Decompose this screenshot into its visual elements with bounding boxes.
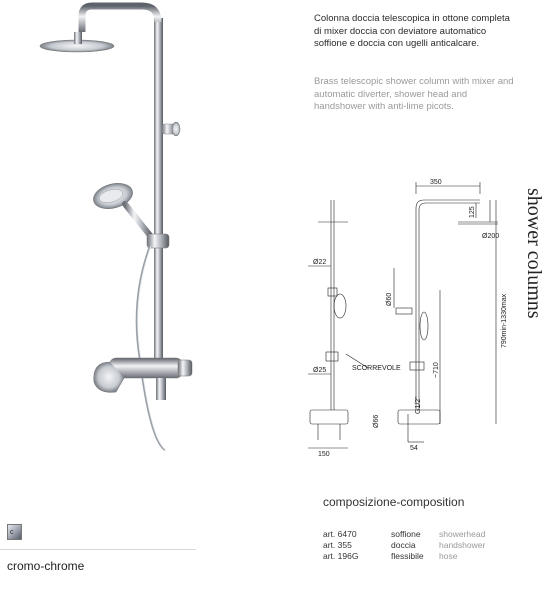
composition-english: handshower	[439, 540, 486, 550]
composition-italian: flessibile	[391, 551, 424, 561]
dim-125: 125	[469, 206, 476, 218]
composition-english: showerhead	[439, 529, 486, 539]
composition-italian: soffione	[391, 529, 421, 539]
composition-italian: doccia	[391, 540, 416, 550]
dim-54: 54	[410, 445, 418, 452]
dim-710: ~710	[433, 362, 440, 378]
composition-row	[323, 551, 491, 562]
dim-g12: G1/2"	[415, 396, 422, 414]
dim-150: 150	[318, 451, 330, 458]
composition-art: art. 355	[323, 540, 352, 550]
finish-swatch: c	[7, 524, 22, 540]
description-english: Brass telescopic shower column with mixer and automatic diverter, shower head and handshower with anti-lime picots.	[314, 76, 514, 112]
product-photo	[0, 0, 300, 520]
composition-row	[323, 529, 491, 540]
dim-22: Ø22	[313, 259, 327, 266]
dim-200: Ø200	[482, 233, 500, 240]
composition-art: art. 196G	[323, 551, 359, 561]
finish-divider	[0, 549, 196, 550]
composition-art: art. 6470	[323, 529, 357, 539]
dim-66: Ø66	[373, 414, 380, 428]
description-italian: Colonna doccia telescopica in ottone completa di mixer doccia con deviatore automatico soffione e doccia con ugelli anticalcare.	[314, 13, 510, 49]
side-title-text: shower columns	[523, 188, 545, 319]
composition-row	[323, 540, 491, 551]
composition-title: composizione-composition	[323, 495, 465, 509]
composition-english: hose	[439, 551, 458, 561]
composition-table	[323, 529, 491, 562]
dim-25: Ø25	[313, 367, 327, 374]
finish-label: cromo-chrome	[7, 559, 85, 573]
dim-350: 350	[430, 179, 442, 186]
label-sliding: SCORREVOLE	[352, 365, 401, 372]
technical-drawing	[298, 178, 544, 458]
dim-range: 790min-1330max	[501, 293, 508, 348]
dim-60: Ø60	[386, 292, 393, 306]
